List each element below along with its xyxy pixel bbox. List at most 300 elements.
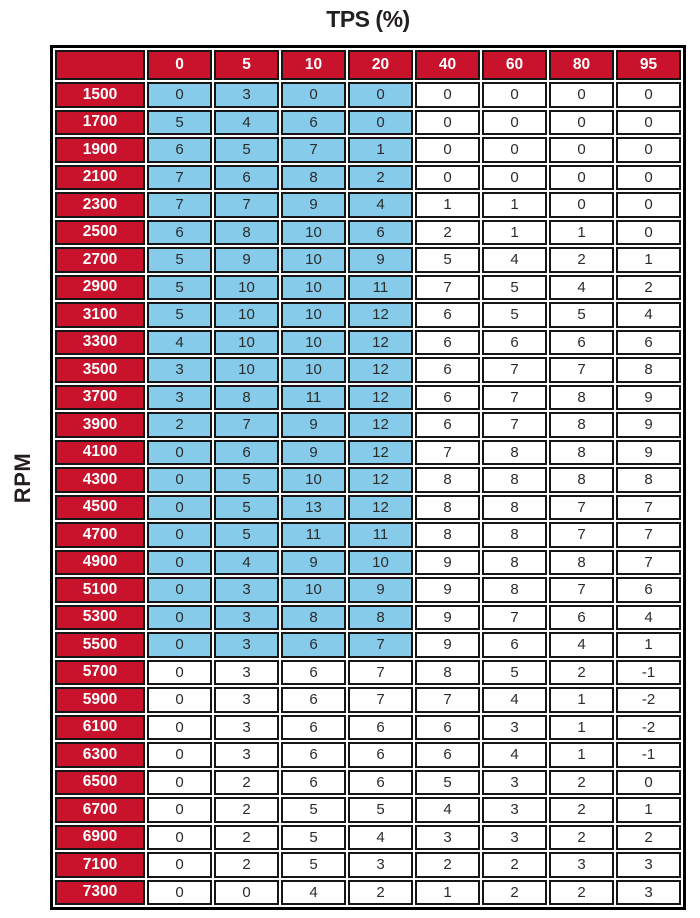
map-cell: 11 [281,522,346,548]
map-cell: 3 [147,385,212,411]
map-cell: 8 [549,550,614,576]
corner-cell [55,50,145,80]
map-cell: 5 [281,825,346,851]
map-cell: 2 [348,165,413,191]
map-cell: 0 [147,82,212,108]
map-cell: 8 [616,357,681,383]
tps-column-header: 20 [348,50,413,80]
map-cell: 6 [415,742,480,768]
map-cell: 1 [549,715,614,741]
map-cell: 7 [616,550,681,576]
table-row [55,742,681,768]
map-cell: 8 [482,550,547,576]
map-cell: 2 [482,880,547,906]
map-cell: 10 [281,302,346,328]
rpm-row-header: 4700 [55,522,145,548]
map-cell: 0 [147,880,212,906]
map-cell: 9 [616,385,681,411]
rpm-row-header: 1500 [55,82,145,108]
map-cell: 8 [415,467,480,493]
map-cell: 10 [281,220,346,246]
map-cell: 9 [214,247,279,273]
rpm-row-header: 7300 [55,880,145,906]
tps-column-header: 10 [281,50,346,80]
map-cell: 2 [348,880,413,906]
map-cell: 6 [415,330,480,356]
map-cell: 10 [214,275,279,301]
map-cell: 2 [415,220,480,246]
map-cell: 8 [482,495,547,521]
map-cell: 6 [281,687,346,713]
map-cell: 0 [616,82,681,108]
map-cell: 5 [281,852,346,878]
map-cell: 2 [415,852,480,878]
tps-map-table [50,45,686,910]
map-cell: 10 [281,577,346,603]
map-cell: 3 [482,825,547,851]
map-cell: 2 [616,275,681,301]
map-cell: 10 [214,357,279,383]
table-row [55,440,681,466]
map-cell: 0 [549,165,614,191]
map-cell: 0 [482,165,547,191]
map-cell: 6 [147,220,212,246]
map-cell: 6 [549,605,614,631]
map-cell: -2 [616,715,681,741]
map-cell: 8 [549,385,614,411]
table-row [55,357,681,383]
map-cell: 0 [147,632,212,658]
map-cell: 9 [348,577,413,603]
map-cell: 1 [348,137,413,163]
map-cell: 1 [482,220,547,246]
map-cell: 2 [214,825,279,851]
map-cell: 12 [348,467,413,493]
map-cell: 2 [549,825,614,851]
map-cell: 7 [415,275,480,301]
map-cell: -1 [616,742,681,768]
map-cell: 6 [348,770,413,796]
map-cell: 8 [482,522,547,548]
map-cell: 0 [482,82,547,108]
table-row [55,330,681,356]
table-row [55,825,681,851]
map-cell: 12 [348,302,413,328]
rpm-row-header: 4900 [55,550,145,576]
map-cell: 8 [482,467,547,493]
map-cell: 12 [348,440,413,466]
rpm-row-header: 5500 [55,632,145,658]
table-row [55,412,681,438]
map-cell: 3 [482,715,547,741]
map-cell: 3 [616,852,681,878]
map-cell: 3 [415,825,480,851]
map-cell: 0 [415,165,480,191]
map-cell: 10 [214,302,279,328]
map-cell: 6 [415,412,480,438]
map-cell: 0 [147,577,212,603]
table-row [55,192,681,218]
table-row [55,385,681,411]
rpm-row-header: 2100 [55,165,145,191]
map-cell: 2 [214,852,279,878]
map-cell: 0 [549,82,614,108]
map-cell: 12 [348,330,413,356]
rpm-row-header: 6500 [55,770,145,796]
map-cell: 2 [214,770,279,796]
map-cell: 0 [147,467,212,493]
map-cell: 7 [482,357,547,383]
table-row [55,715,681,741]
map-cell: 7 [147,192,212,218]
map-cell: 6 [214,440,279,466]
map-cell: 11 [348,522,413,548]
map-cell: 12 [348,412,413,438]
map-cell: 12 [348,357,413,383]
map-cell: 3 [482,797,547,823]
map-cell: 0 [147,687,212,713]
table-row [55,467,681,493]
map-cell: 8 [415,660,480,686]
map-cell: 10 [348,550,413,576]
map-cell: 8 [281,165,346,191]
map-cell: 4 [482,247,547,273]
rpm-row-header: 3500 [55,357,145,383]
map-cell: 4 [549,275,614,301]
map-cell: 6 [616,330,681,356]
rpm-row-header: 6900 [55,825,145,851]
map-cell: 0 [147,440,212,466]
map-cell: 4 [482,742,547,768]
map-cell: 5 [415,770,480,796]
table-header [55,50,681,80]
map-cell: 4 [214,110,279,136]
map-cell: 1 [482,192,547,218]
map-cell: 7 [348,687,413,713]
map-cell: 0 [482,137,547,163]
rpm-row-header: 3300 [55,330,145,356]
map-cell: 6 [281,632,346,658]
map-cell: 0 [549,137,614,163]
tps-column-header: 80 [549,50,614,80]
map-cell: 0 [281,82,346,108]
map-cell: 9 [281,440,346,466]
map-cell: 9 [281,412,346,438]
table-row [55,577,681,603]
table-row [55,302,681,328]
map-cell: 1 [616,797,681,823]
map-cell: 5 [549,302,614,328]
table-row [55,275,681,301]
map-cell: 9 [281,192,346,218]
map-cell: 1 [549,742,614,768]
map-cell: 0 [616,110,681,136]
map-cell: 10 [281,330,346,356]
map-cell: 4 [348,825,413,851]
map-cell: 8 [549,467,614,493]
rpm-row-header: 1900 [55,137,145,163]
rpm-row-header: 4300 [55,467,145,493]
tps-column-header: 5 [214,50,279,80]
map-cell: 6 [415,385,480,411]
table-row [55,247,681,273]
map-cell: 0 [348,82,413,108]
table-row [55,550,681,576]
table-row [55,797,681,823]
map-cell: 8 [549,440,614,466]
rpm-row-header: 4100 [55,440,145,466]
rpm-row-header: 6100 [55,715,145,741]
map-cell: 0 [616,770,681,796]
rpm-row-header: 6700 [55,797,145,823]
map-cell: 7 [214,412,279,438]
table-row [55,165,681,191]
map-cell: 5 [147,110,212,136]
map-cell: 3 [214,687,279,713]
map-cell: 6 [549,330,614,356]
map-cell: 4 [147,330,212,356]
y-axis-label-wrap [0,45,46,910]
map-cell: 6 [214,165,279,191]
map-cell: 5 [482,660,547,686]
map-cell: 4 [616,605,681,631]
map-cell: 5 [214,467,279,493]
map-cell: 9 [281,550,346,576]
map-cell: 3 [348,852,413,878]
map-cell: 6 [147,137,212,163]
map-cell: 8 [482,440,547,466]
map-cell: 8 [482,577,547,603]
map-cell: 7 [549,577,614,603]
map-cell: 5 [482,302,547,328]
map-cell: 4 [549,632,614,658]
map-cell: 8 [281,605,346,631]
map-cell: 0 [147,522,212,548]
header-row [55,50,681,80]
map-cell: 4 [482,687,547,713]
map-cell: 7 [348,632,413,658]
map-cell: 9 [348,247,413,273]
map-cell: 5 [348,797,413,823]
map-cell: 8 [214,220,279,246]
chart-title: TPS (%) [326,6,410,32]
map-cell: 0 [616,165,681,191]
map-cell: 0 [147,605,212,631]
map-cell: -2 [616,687,681,713]
map-cell: 10 [281,275,346,301]
tps-column-header: 95 [616,50,681,80]
map-cell: 0 [616,220,681,246]
map-cell: 2 [214,797,279,823]
y-axis-label: RPM [10,452,36,503]
map-cell: 2 [147,412,212,438]
table-row [55,495,681,521]
map-cell: 5 [147,247,212,273]
map-cell: 3 [214,660,279,686]
map-cell: 7 [147,165,212,191]
tps-column-header: 0 [147,50,212,80]
map-cell: 4 [214,550,279,576]
map-cell: 3 [214,715,279,741]
map-cell: 7 [549,522,614,548]
map-cell: 6 [281,742,346,768]
map-cell: 1 [415,880,480,906]
map-cell: 6 [415,715,480,741]
table-row [55,137,681,163]
map-cell: 0 [147,770,212,796]
table-body [55,82,681,905]
map-cell: 5 [147,302,212,328]
map-cell: 6 [482,632,547,658]
map-cell: 8 [415,522,480,548]
map-cell: 7 [348,660,413,686]
rpm-row-header: 2500 [55,220,145,246]
map-cell: 6 [281,770,346,796]
map-cell: 3 [482,770,547,796]
map-cell: 7 [281,137,346,163]
map-cell: 5 [214,522,279,548]
map-cell: 0 [616,192,681,218]
rpm-row-header: 5100 [55,577,145,603]
map-cell: 7 [616,495,681,521]
table-row [55,605,681,631]
map-cell: 0 [616,137,681,163]
rpm-row-header: 5300 [55,605,145,631]
map-cell: 7 [482,605,547,631]
rpm-row-header: 5700 [55,660,145,686]
map-cell: 9 [616,412,681,438]
map-cell: 12 [348,495,413,521]
map-cell: 0 [415,137,480,163]
map-cell: 0 [147,715,212,741]
map-cell: 0 [147,797,212,823]
rpm-row-header: 3700 [55,385,145,411]
map-cell: 5 [281,797,346,823]
map-cell: 11 [281,385,346,411]
map-cell: 8 [214,385,279,411]
map-cell: 0 [147,495,212,521]
rpm-row-header: 1700 [55,110,145,136]
map-cell: 5 [482,275,547,301]
table-row [55,660,681,686]
map-cell: 0 [147,852,212,878]
tps-column-header: 60 [482,50,547,80]
map-cell: 0 [549,110,614,136]
table-row [55,852,681,878]
map-cell: 0 [147,825,212,851]
table-row [55,770,681,796]
map-cell: 6 [348,742,413,768]
map-cell: 10 [281,467,346,493]
map-cell: 1 [616,247,681,273]
map-cell: -1 [616,660,681,686]
table-row [55,82,681,108]
map-cell: 6 [415,302,480,328]
map-cell: 7 [415,687,480,713]
map-cell: 0 [482,110,547,136]
table-row [55,110,681,136]
map-cell: 1 [415,192,480,218]
map-cell: 9 [415,632,480,658]
map-cell: 11 [348,275,413,301]
map-cell: 2 [549,880,614,906]
map-cell: 0 [415,82,480,108]
map-cell: 6 [281,110,346,136]
map-cell: 8 [549,412,614,438]
map-cell: 0 [147,550,212,576]
map-cell: 5 [415,247,480,273]
map-cell: 3 [214,605,279,631]
map-cell: 10 [281,357,346,383]
table-row [55,220,681,246]
map-cell: 5 [147,275,212,301]
map-cell: 3 [147,357,212,383]
map-cell: 7 [549,495,614,521]
map-cell: 5 [214,495,279,521]
map-cell: 0 [214,880,279,906]
rpm-row-header: 7100 [55,852,145,878]
map-cell: 0 [549,192,614,218]
map-cell: 9 [415,577,480,603]
map-cell: 6 [281,660,346,686]
map-cell: 0 [147,742,212,768]
map-cell: 6 [348,715,413,741]
map-cell: 8 [348,605,413,631]
table-row [55,687,681,713]
map-cell: 7 [616,522,681,548]
map-cell: 5 [214,137,279,163]
tps-column-header: 40 [415,50,480,80]
table-row [55,880,681,906]
map-cell: 3 [616,880,681,906]
rpm-row-header: 5900 [55,687,145,713]
map-cell: 0 [348,110,413,136]
map-cell: 9 [616,440,681,466]
map-cell: 2 [482,852,547,878]
map-cell: 7 [482,412,547,438]
map-cell: 2 [549,660,614,686]
table-row [55,632,681,658]
map-cell: 7 [415,440,480,466]
map-cell: 7 [214,192,279,218]
map-cell: 3 [214,742,279,768]
rpm-row-header: 3900 [55,412,145,438]
map-cell: 3 [549,852,614,878]
map-cell: 0 [415,110,480,136]
map-cell: 1 [549,687,614,713]
map-cell: 8 [415,495,480,521]
map-cell: 8 [616,467,681,493]
map-cell: 2 [549,797,614,823]
rpm-row-header: 2300 [55,192,145,218]
map-cell: 4 [415,797,480,823]
map-cell: 2 [549,770,614,796]
map-cell: 6 [348,220,413,246]
map-cell: 10 [281,247,346,273]
map-cell: 1 [549,220,614,246]
rpm-row-header: 4500 [55,495,145,521]
map-cell: 10 [214,330,279,356]
map-cell: 4 [348,192,413,218]
map-cell: 6 [281,715,346,741]
map-cell: 9 [415,550,480,576]
map-cell: 6 [482,330,547,356]
rpm-row-header: 2700 [55,247,145,273]
table-row [55,522,681,548]
rpm-row-header: 2900 [55,275,145,301]
map-cell: 6 [616,577,681,603]
map-cell: 13 [281,495,346,521]
